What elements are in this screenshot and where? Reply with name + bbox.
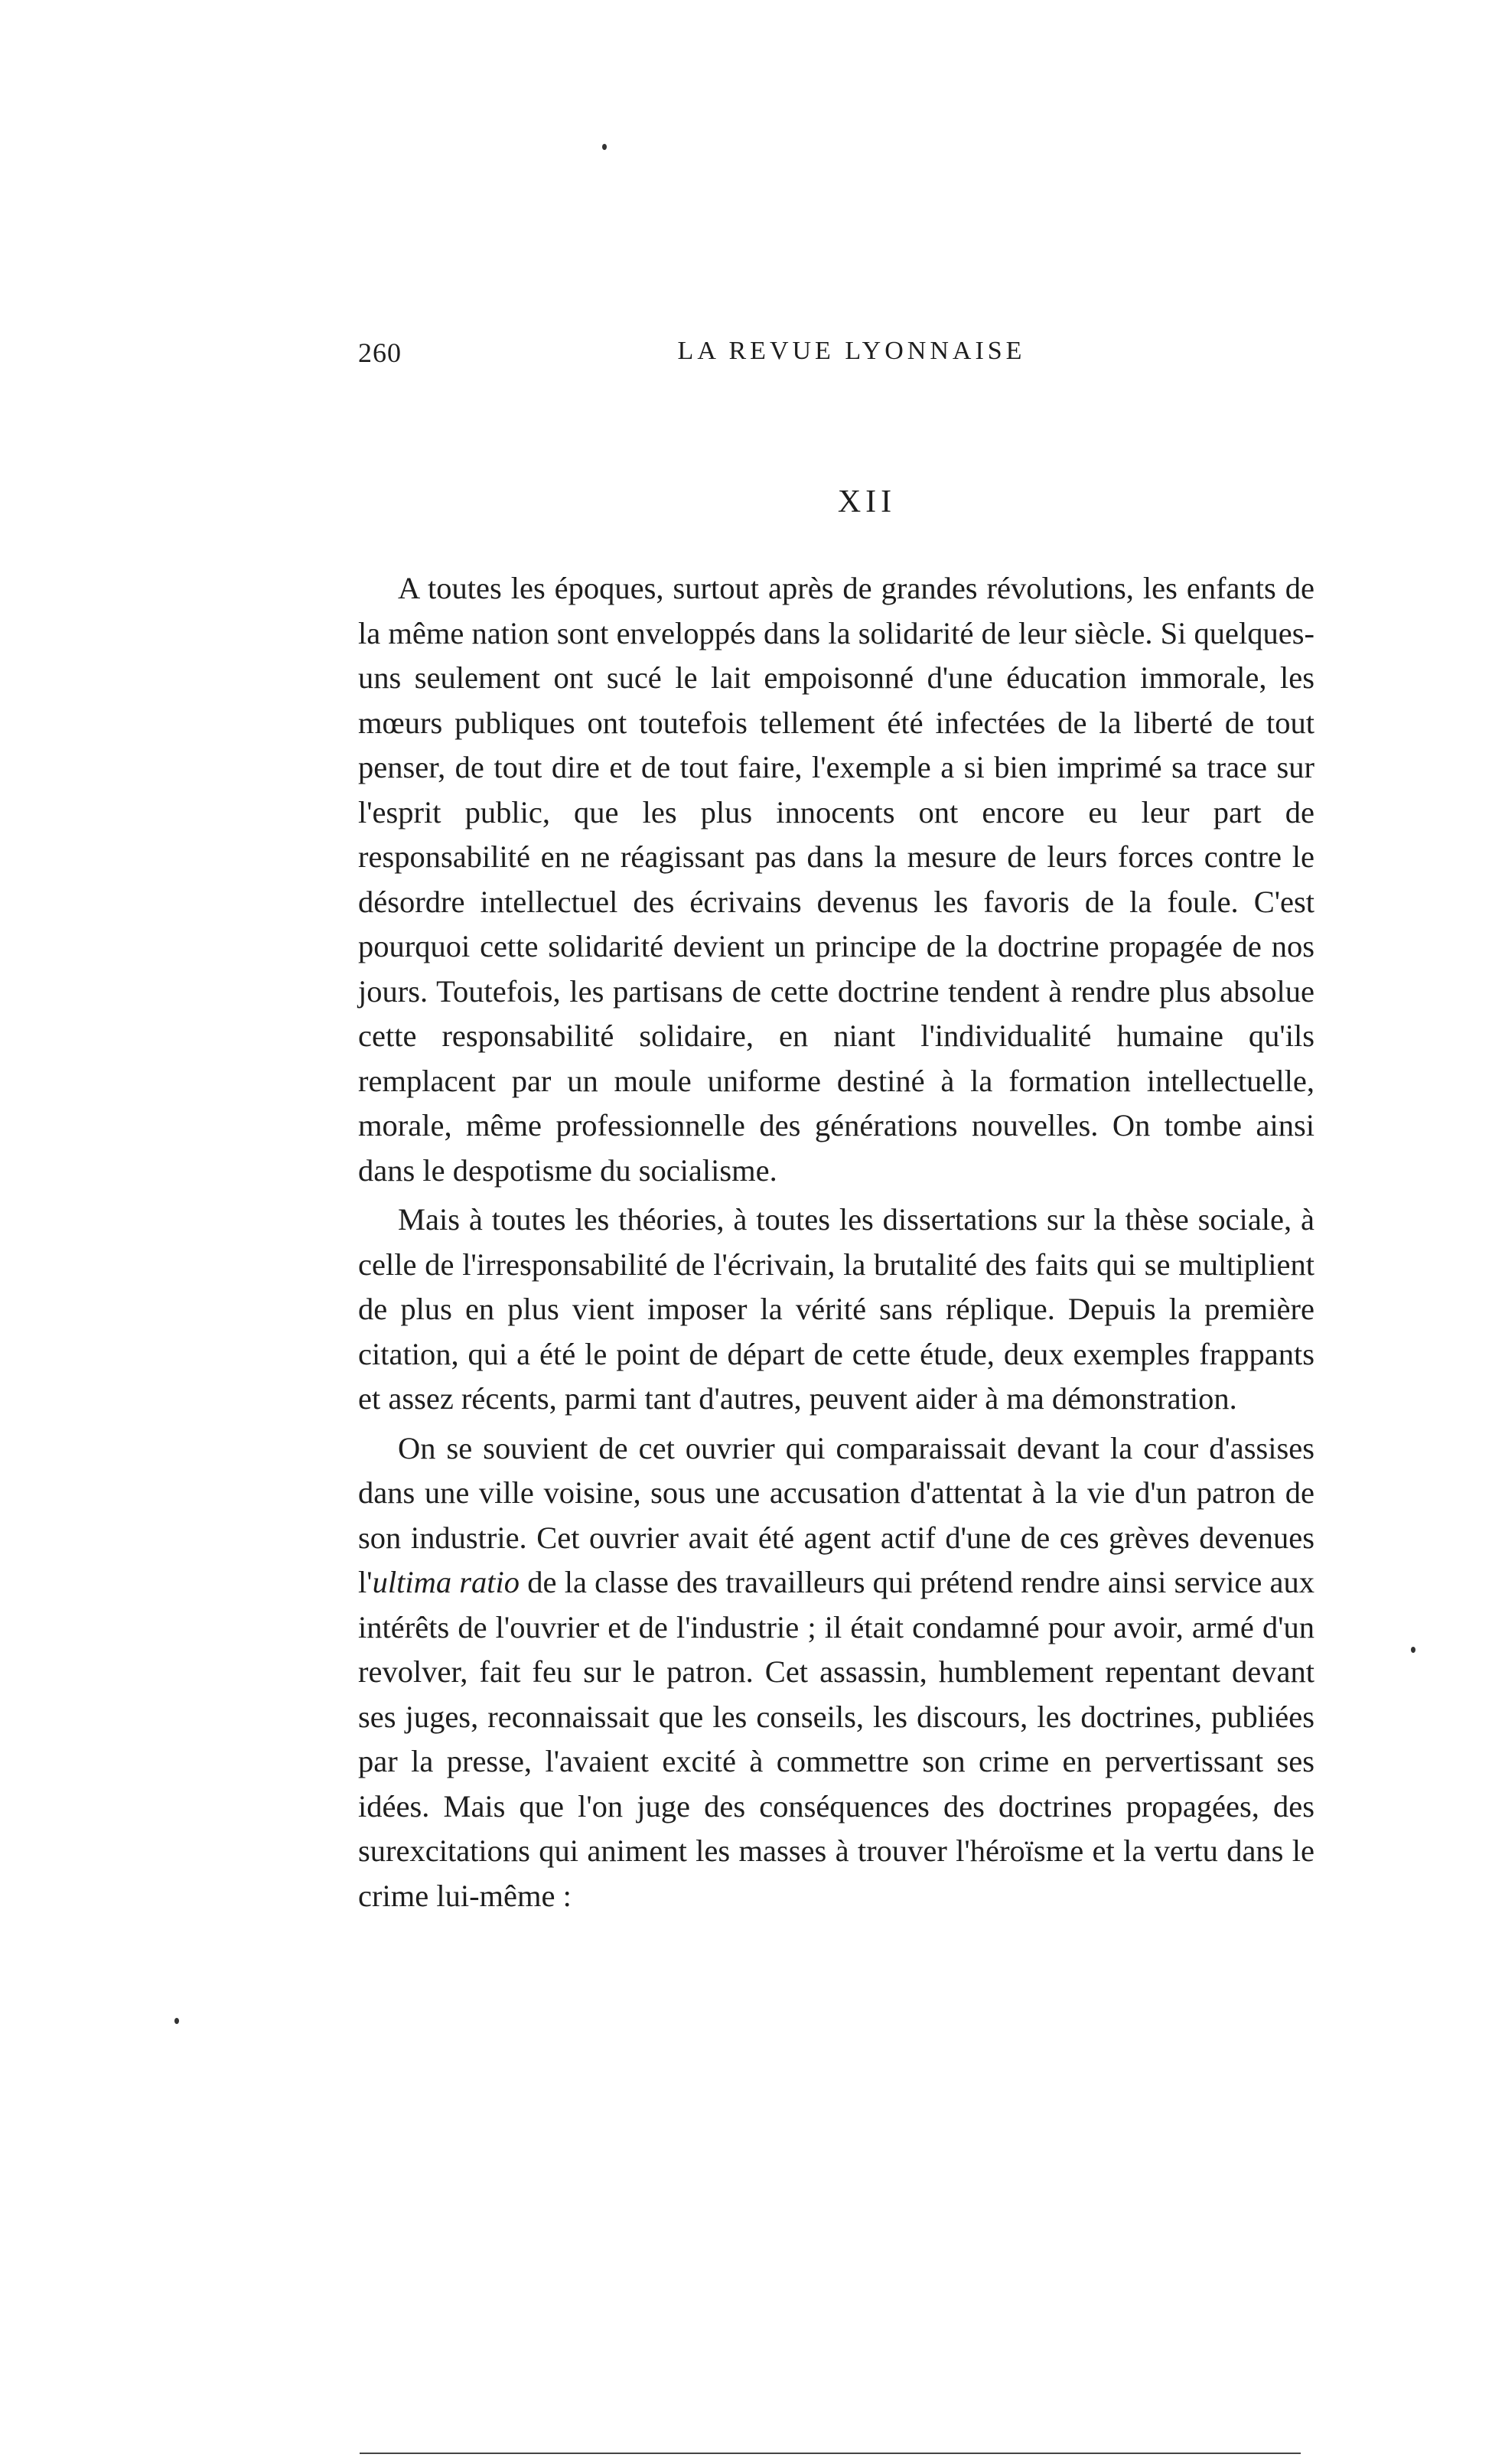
- bottom-rule: [360, 2453, 1301, 2454]
- ink-speck: [174, 2018, 179, 2024]
- section-heading: XII: [837, 484, 897, 520]
- paragraph-3: [358, 1426, 1314, 1919]
- latin-phrase: ultima ratio: [372, 1565, 520, 1599]
- paragraph-3-part-1: On se souvient de cet ouvrier qui comparaissait devant la cour d'assises dans une ville voisine, sous une accusation d'attentat à la vie d'un patron de son industrie. Cet ouvrier avait été agent actif d'une de ces grèves devenues l': [358, 1430, 1314, 1599]
- journal-title: LA REVUE LYONNAISE: [677, 337, 1026, 365]
- ink-speck: [602, 144, 607, 150]
- paragraph-3-part-2: de la classe des travailleurs qui prétend rendre ainsi service aux intérêts de l'ouvrier et de l'industrie ; il était condamné pour avoir, armé d'un revolver, fait feu sur le patron. Cet assassin, humblement repentant devant ses juges, reconnaissait que les conseils, les discours, les doctrines, publiées par la presse, l'avaient excité à commettre son crime en pervertissant ses idées. Mais que l'on juge des conséquences des doctrines propagées, des surexcitations qui animent les masses à trouver l'héroïsme et la vertu dans le crime lui-même :: [358, 1565, 1315, 1913]
- paragraph-2: Mais à toutes les théories, à toutes les dissertations sur la thèse sociale, à celle de l'irresponsabilité de l'écrivain, la brutalité des faits qui se multiplient de plus en plus vient imposer la vérité sans réplique. Depuis la première citation, qui a été le point de départ de cette étude, deux exemples frappants et assez récents, parmi tant d'autres, peuvent aider à ma démonstration.: [358, 1202, 1314, 1416]
- running-head: [358, 337, 1314, 383]
- page-number: 260: [358, 337, 402, 368]
- paragraph-1: A toutes les époques, surtout après de grandes révolutions, les enfants de la même nation sont enveloppés dans la solidarité de leur siècle. Si quelques-uns seulement ont sucé le lait empoisonné d'une éducation immorale, les mœurs publiques ont toutefois tellement été infectées de la liberté de tout penser, de tout dire et de tout faire, l'exemple a si bien imprimé sa trace sur l'esprit public, que les plus innocents ont encore eu leur part de responsabilité en ne réagissant pas dans la mesure de leurs forces contre le désordre intellectuel des écrivains devenus les favoris de la foule. C'est pourquoi cette solidarité devient un principe de la doctrine propagée de nos jours. Toutefois, les partisans de cette doctrine tendent à rendre plus absolue cette responsabilité solidaire, en niant l'individualité humaine qu'ils remplacent par un moule uniforme destiné à la formation intellectuelle, morale, même professionnelle des générations nouvelles. On tombe ainsi dans le despotisme du socialisme.: [358, 571, 1314, 1188]
- body-text: [358, 566, 1314, 1923]
- ink-speck: [1411, 1647, 1415, 1653]
